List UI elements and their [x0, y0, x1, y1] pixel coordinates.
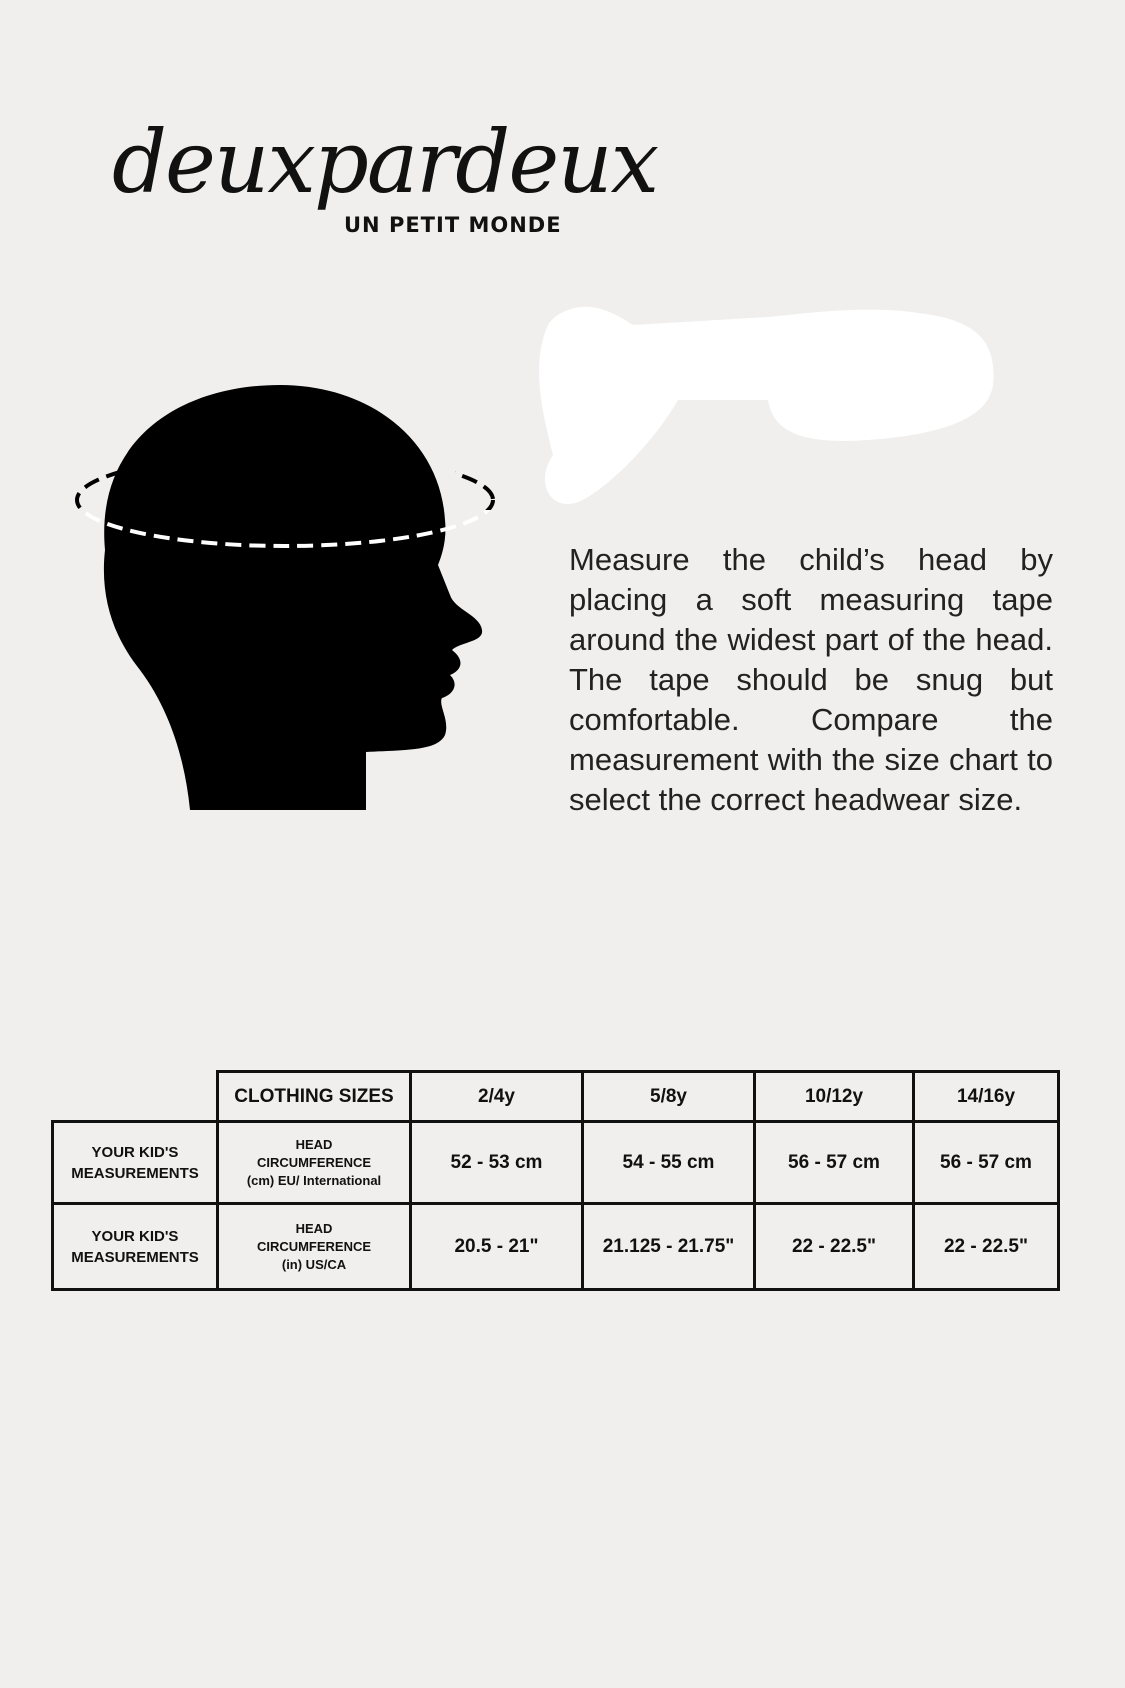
size-value-cell: 21.125 - 21.75": [583, 1204, 755, 1290]
size-value-cell: 52 - 53 cm: [411, 1122, 583, 1204]
header-cell: 5/8y: [583, 1072, 755, 1122]
size-value-cell: 54 - 55 cm: [583, 1122, 755, 1204]
table-row: [53, 1122, 1059, 1204]
measurement-instructions: Measure the child’s head by placing a soft measuring tape around the widest part of the head. The tape should be snug but comfortable. Compare the measurement with the size chart to select the correct headwear size.: [569, 542, 1053, 817]
header-cell: CLOTHING SIZES: [218, 1072, 411, 1122]
row-label: YOUR KID'S MEASUREMENTS: [53, 1122, 218, 1204]
table-header-row: [53, 1072, 1059, 1122]
brand-tagline: UN PETIT MONDE: [344, 213, 562, 237]
brand-name: deuxpardeux: [112, 113, 658, 213]
size-value-cell: 56 - 57 cm: [914, 1122, 1059, 1204]
white-blob-shape: [538, 305, 998, 515]
head-measurement-illustration: [70, 380, 510, 820]
empty-corner-cell: [53, 1072, 218, 1122]
unit-label: HEAD CIRCUMFERENCE (in) US/CA: [218, 1204, 411, 1290]
header-cell: 14/16y: [914, 1072, 1059, 1122]
size-value-cell: 22 - 22.5": [914, 1204, 1059, 1290]
unit-label: HEAD CIRCUMFERENCE (cm) EU/ International: [218, 1122, 411, 1204]
row-label: YOUR KID'S MEASUREMENTS: [53, 1204, 218, 1290]
size-chart-table: [51, 1070, 1060, 1291]
table-row: [53, 1204, 1059, 1290]
header-cell: 2/4y: [411, 1072, 583, 1122]
header-cell: 10/12y: [755, 1072, 914, 1122]
size-value-cell: 22 - 22.5": [755, 1204, 914, 1290]
size-value-cell: 20.5 - 21": [411, 1204, 583, 1290]
head-silhouette: [104, 385, 482, 810]
size-value-cell: 56 - 57 cm: [755, 1122, 914, 1204]
brand-logo: [112, 113, 658, 250]
